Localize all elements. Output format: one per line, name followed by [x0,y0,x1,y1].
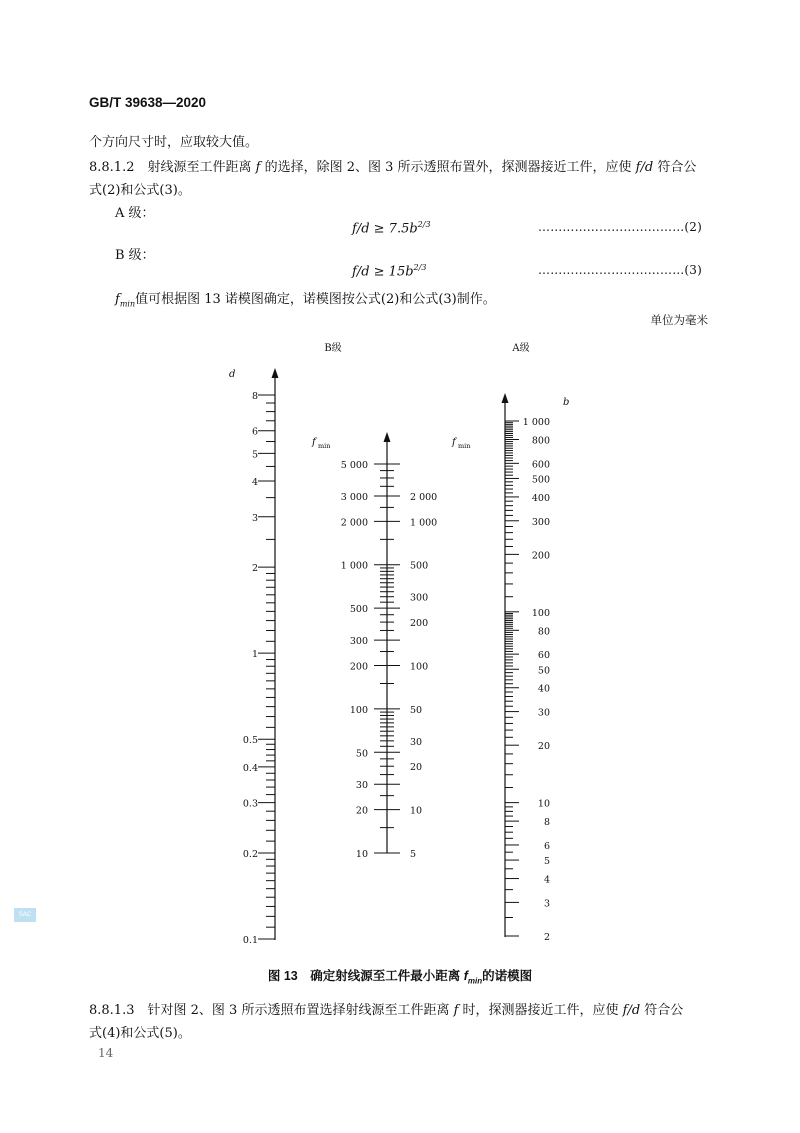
b-scale-label: 8 [543,817,550,829]
fmin-a-label: 2 000 [410,491,438,503]
b-scale-label: 80 [537,626,550,638]
fmin-a-label: 500 [410,560,429,572]
clause-8813 [89,999,683,1018]
fmin-label-b: f [312,437,316,448]
unit-note: 单位为毫米 [650,313,708,327]
clause-number: 8.8.1.2 [89,160,135,175]
clause-text: 时，探测器接近工件，应使 [458,1003,623,1018]
caption-f: f [463,969,468,983]
fmin-b-label: 30 [355,780,368,792]
d-scale-label: 3 [251,512,258,524]
fmin-a-label: 100 [410,661,429,673]
clause-text: 符合公 [653,160,697,175]
fmin-a-label: 30 [410,736,423,748]
nomogram-figure [0,330,800,955]
fmin-a-label: 5 [410,849,417,860]
b-scale-label: 60 [537,650,550,662]
formula-b-exp: 2/3 [413,263,427,272]
sac-watermark: SAC [14,908,36,922]
text-line: 式(2)和公式(3)。 [89,183,191,198]
d-scale-label: 2 [251,563,258,575]
b-scale-label: 10 [537,798,550,810]
fmin-b-label: 20 [355,805,368,817]
b-scale-label: 6 [543,840,550,852]
figure-caption [0,966,800,986]
fmin-b-label: 3 000 [340,491,368,503]
clause-8812 [89,156,696,175]
fmin-symbol: f [115,292,120,307]
fmin-label-a: f [452,437,456,448]
fmin-a-label: 20 [410,762,423,774]
var-fd: f/d [622,1003,641,1018]
b-scale-label: 1 000 [522,417,550,428]
clause-number: 8.8.1.3 [89,1003,135,1018]
d-scale-label: 0.3 [242,798,258,810]
formula-a-exp: 2/3 [417,220,431,229]
b-scale-label: 2 [543,932,550,943]
formula-b-number: ………………………………(3) [538,263,702,277]
d-scale-label: 0.5 [242,735,258,747]
b-scale-label: 800 [531,435,550,447]
formula-a-number: ………………………………(2) [538,220,702,234]
b-scale-label: 200 [531,550,550,562]
b-scale-label: 4 [543,874,550,886]
d-axis-label: d [229,369,236,380]
formula-a [352,220,431,236]
fmin-b-label: 10 [355,849,368,860]
a-grade-title: A级 [512,343,530,354]
fmin-b-label: 1 000 [340,560,368,572]
fmin-a-label: 200 [410,618,429,630]
b-axis-arrow [502,393,509,403]
grade-a-label: A 级： [115,206,155,221]
b-scale-label: 400 [531,492,550,504]
b-scale-label: 50 [537,665,550,677]
fmin-subscript: min [119,299,136,309]
b-grade-title: B级 [324,343,342,354]
fmin-a-label: 50 [410,704,423,716]
fmin-b-label: 5 000 [340,460,368,471]
caption-sub: min [467,976,483,986]
caption-prefix: 图 13 确定射线源至工件最小距离 [267,969,464,983]
fmin-a-label: 10 [410,805,423,817]
d-scale-label: 0.1 [242,935,258,946]
d-scale-label: 6 [251,426,258,438]
nomogram-content [229,342,569,946]
fmin-a-label: 300 [410,592,429,604]
fmin-a-label: 1 000 [410,517,438,529]
d-scale-label: 8 [251,391,258,402]
d-scale-label: 5 [251,449,258,461]
b-scale-label: 100 [531,607,550,619]
clause-text: 的选择，除图 2、图 3 所示透照布置外，探测器接近工件，应使 [260,160,636,175]
fmin-note [115,288,496,309]
standard-code: GB/T 39638—2020 [89,95,207,110]
var-fd: f/d [635,160,654,175]
grade-b-label: B 级： [115,248,155,263]
formula-b-lhs: f/d ≥ 15b [352,264,414,280]
b-axis-label: b [563,397,570,408]
d-scale-label: 4 [251,477,258,489]
caption-suffix: 的诺模图 [482,969,533,983]
clause-text: 符合公 [640,1003,684,1018]
formula-a-lhs: f/d ≥ 7.5b [352,221,418,237]
fmin-b-label: 300 [349,636,368,648]
fmin-b-label: 2 000 [340,517,368,529]
b-scale-label: 40 [537,683,550,695]
fmin-text: 值可根据图 13 诺模图确定，诺模图按公式(2)和公式(3)制作。 [135,292,496,307]
b-scale-label: 600 [531,459,550,471]
fmin-label-b-sub: min [318,442,331,450]
fmin-b-label: 100 [349,704,368,716]
formula-b [352,263,426,279]
d-scale-label: 0.2 [242,848,258,860]
fmin-label-a-sub: min [458,442,471,450]
d-axis-arrow [272,368,279,378]
var-f: f [453,1003,459,1018]
fmin-b-label: 50 [355,748,368,760]
d-scale-label: 0.4 [242,762,258,774]
b-scale-label: 30 [537,707,550,719]
b-scale-label: 300 [531,516,550,528]
fmin-b-label: 200 [349,661,368,673]
fmin-b-label: 500 [349,604,368,616]
clause-text: 针对图 2、图 3 所示透照布置选择射线源至工件距离 [147,1003,454,1018]
text-line: 式(4)和公式(5)。 [89,1026,191,1041]
fmin-axis-arrow [384,432,391,442]
b-scale-label: 20 [537,741,550,753]
clause-text: 射线源至工件距离 [147,160,256,175]
text-line: 个方向尺寸时，应取较大值。 [89,135,259,150]
var-f: f [255,160,261,175]
b-scale-label: 5 [543,856,550,868]
page-number: 14 [98,1046,114,1060]
b-scale-label: 3 [543,898,550,910]
d-scale-label: 1 [251,649,258,661]
b-scale-label: 500 [531,474,550,486]
